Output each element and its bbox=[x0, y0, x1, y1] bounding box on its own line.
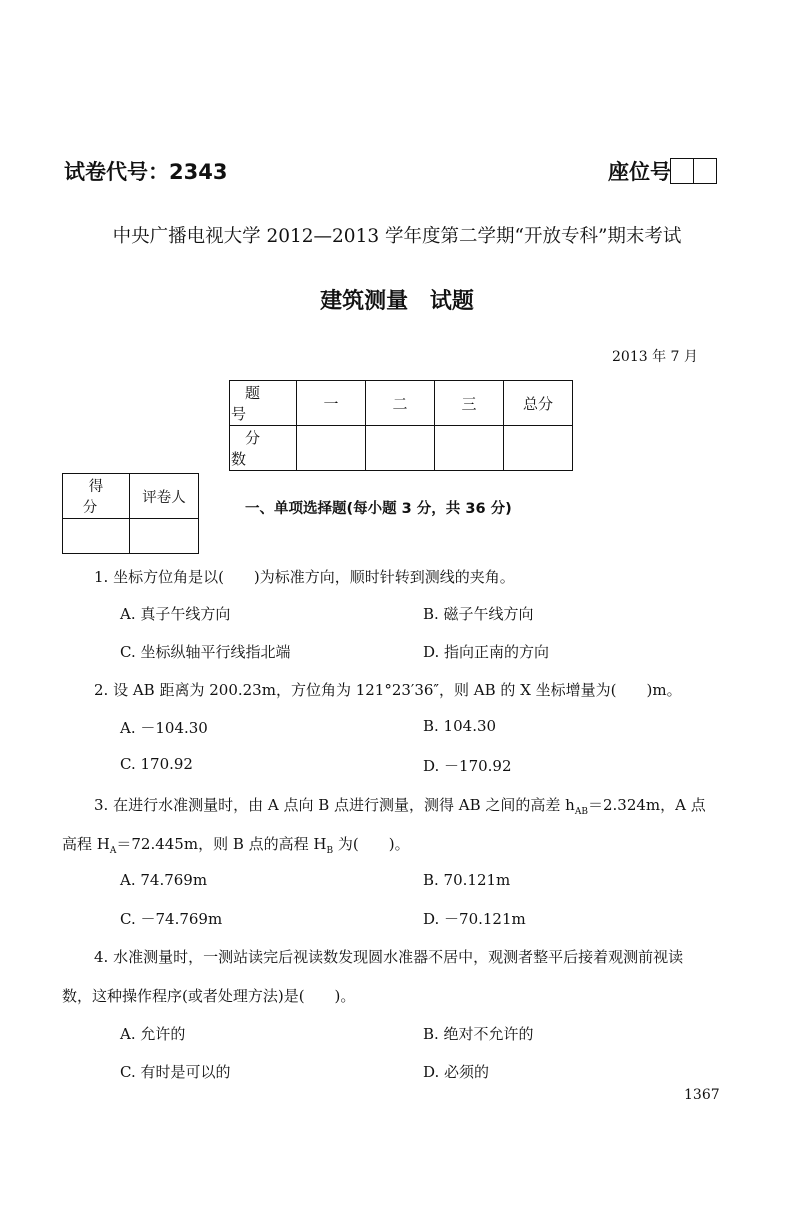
question-option: A. －104.30 bbox=[120, 719, 208, 737]
question-option: D. －170.92 bbox=[423, 757, 512, 775]
score-cell bbox=[435, 426, 504, 471]
score-table-score-row bbox=[230, 426, 573, 471]
stem-text: 为( )。 bbox=[333, 835, 410, 853]
question-option: A. 74.769m bbox=[120, 871, 208, 889]
question-stem-line bbox=[62, 833, 410, 856]
question-stem-line bbox=[94, 794, 706, 817]
grader-name-label: 评卷人 bbox=[130, 474, 199, 519]
question-option: C. 坐标纵轴平行线指北端 bbox=[120, 643, 291, 661]
score-table-column: 总分 bbox=[504, 381, 573, 426]
question-stem: 1. 坐标方位角是以( )为标准方向，顺时针转到测线的夹角。 bbox=[94, 568, 515, 586]
question-option: C. －74.769m bbox=[120, 910, 223, 928]
seat-box-1 bbox=[670, 158, 694, 184]
score-table-row-label: 分数 bbox=[230, 426, 297, 471]
score-table-column: 三 bbox=[435, 381, 504, 426]
seat-box-2 bbox=[693, 158, 717, 184]
section-title: 一、单项选择题(每小题 3 分，共 36 分) bbox=[245, 501, 512, 517]
seat-number bbox=[608, 156, 717, 186]
question-option: A. 允许的 bbox=[120, 1025, 186, 1043]
seat-number-label: 座位号 bbox=[608, 160, 671, 184]
grader-table bbox=[62, 473, 199, 554]
question-option: D. －70.121m bbox=[423, 910, 526, 928]
stem-text: 高程 H bbox=[62, 835, 110, 853]
question-option: B. 磁子午线方向 bbox=[423, 605, 534, 623]
stem-subscript: A bbox=[109, 846, 117, 856]
subject-title: 建筑测量 试题 bbox=[320, 289, 474, 314]
question-option: B. 70.121m bbox=[423, 871, 511, 889]
exam-date: 2013 年 7 月 bbox=[612, 349, 698, 365]
score-table-row-label: 题号 bbox=[230, 381, 297, 426]
grader-score-cell bbox=[63, 519, 130, 554]
exam-title: 中央广播电视大学 2012—2013 学年度第二学期“开放专科”期末考试 bbox=[112, 226, 682, 247]
grader-score-label: 得分 bbox=[63, 474, 130, 519]
stem-subscript: B bbox=[326, 846, 334, 856]
question-option: B. 绝对不允许的 bbox=[423, 1025, 534, 1043]
stem-subscript: AB bbox=[574, 807, 588, 817]
score-table-column: 一 bbox=[297, 381, 366, 426]
score-cell bbox=[504, 426, 573, 471]
exam-code-label: 试卷代号：2343 bbox=[64, 160, 228, 184]
stem-text: 3. 在进行水准测量时，由 A 点向 B 点进行测量，测得 AB 之间的高差 h bbox=[94, 796, 575, 814]
question-option: D. 指向正南的方向 bbox=[423, 643, 550, 661]
question-stem-line: 数，这种操作程序(或者处理方法)是( )。 bbox=[62, 987, 356, 1005]
score-cell bbox=[297, 426, 366, 471]
score-table-header-row bbox=[230, 381, 573, 426]
page-number: 1367 bbox=[684, 1087, 720, 1103]
question-option: C. 有时是可以的 bbox=[120, 1063, 231, 1081]
score-table-column: 二 bbox=[366, 381, 435, 426]
grader-name-cell bbox=[130, 519, 199, 554]
question-stem: 2. 设 AB 距离为 200.23m，方位角为 121°23′36″，则 AB 的 X 坐标增量为( )m。 bbox=[94, 681, 682, 699]
score-cell bbox=[366, 426, 435, 471]
question-option: C. 170.92 bbox=[120, 755, 193, 773]
question-option: D. 必须的 bbox=[423, 1063, 490, 1081]
question-option: B. 104.30 bbox=[423, 717, 497, 735]
stem-text: ＝2.324m，A 点 bbox=[587, 796, 706, 814]
stem-text: ＝72.445m，则 B 点的高程 H bbox=[116, 835, 327, 853]
question-option: A. 真子午线方向 bbox=[120, 605, 231, 623]
question-stem-line: 4. 水准测量时，一测站读完后视读数发现圆水准器不居中，观测者整平后接着观测前视读 bbox=[94, 948, 684, 966]
score-table bbox=[229, 380, 573, 471]
